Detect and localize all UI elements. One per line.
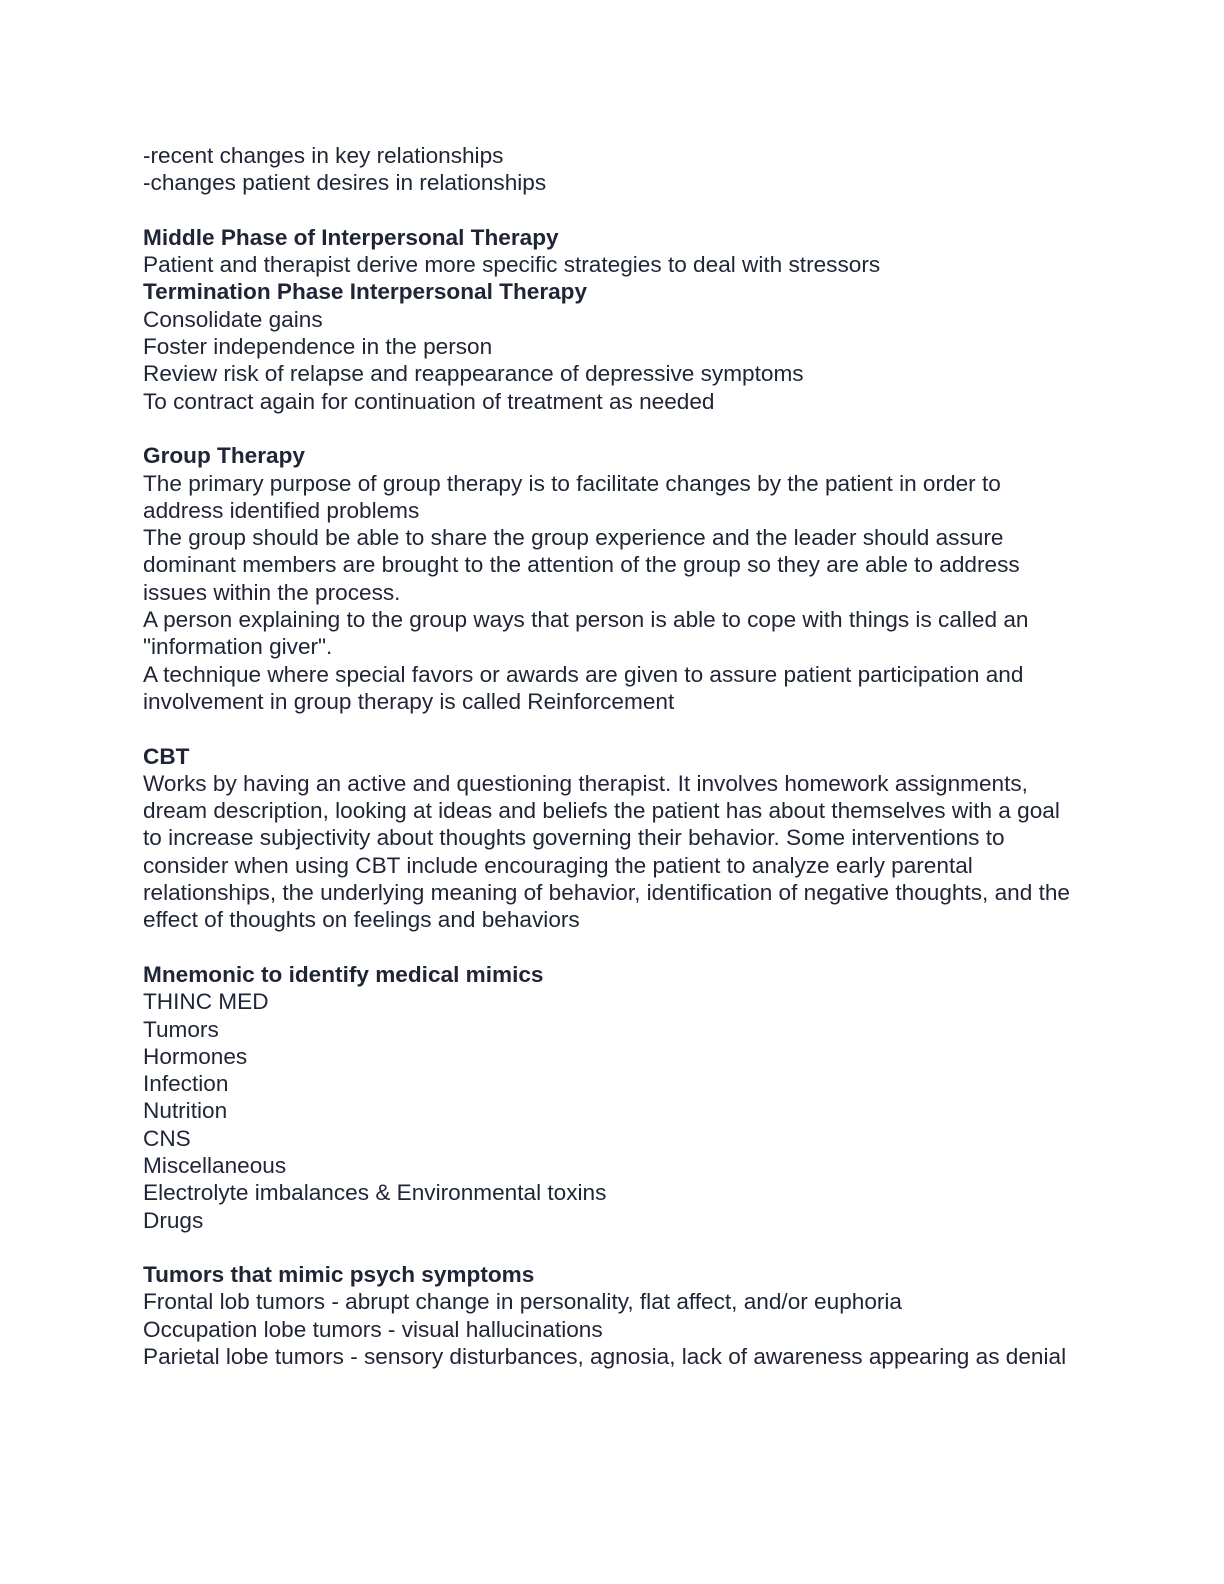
tumors-paragraph: Parietal lobe tumors - sensory disturbances, agnosia, lack of awareness appearing as denial [143, 1344, 1067, 1370]
mnemonic-line: Tumors [143, 1016, 219, 1042]
termination-phase-line: Foster independence in the person [143, 334, 493, 360]
mnemonic-line: Drugs [143, 1207, 204, 1233]
mnemonic-line: Hormones [143, 1043, 248, 1069]
mnemonic-line: CNS [143, 1125, 191, 1151]
mnemonic-line: Nutrition [143, 1098, 228, 1124]
intro-line: -recent changes in key relationships [143, 143, 504, 168]
termination-phase-line: Review risk of relapse and reappearance of depressive symptoms [143, 361, 804, 387]
section-heading-group-therapy: Group Therapy [143, 443, 305, 469]
mnemonic-line: Electrolyte imbalances & Environmental toxins [143, 1180, 607, 1206]
cbt-paragraph: Works by having an active and questioning therapist. It involves homework assignments, dream description, looking at ideas and beliefs the patient has about themselves with a goal to increase subjectivity about thoughts governing their behavior. Some interventions to consider when using CBT include encouraging the patient to analyze early parental relationships, the underlying meaning of behavior, identification of negative thoughts, and the effect of thoughts on feelings and behaviors [143, 770, 1070, 933]
mnemonic-line: THINC MED [143, 989, 269, 1015]
group-therapy-paragraph: A technique where special favors or awards are given to assure patient participation and involvement in group therapy is called Reinforcement [143, 661, 1024, 714]
mnemonic-line: Infection [143, 1071, 229, 1097]
middle-phase-line: Patient and therapist derive more specific strategies to deal with stressors [143, 252, 881, 278]
group-therapy-paragraph: The group should be able to share the group experience and the leader should assure dominant members are brought to the attention of the group so they are able to address issues within the process. [143, 525, 1020, 605]
section-heading-termination-phase: Termination Phase Interpersonal Therapy [143, 279, 588, 305]
section-heading-mnemonic: Mnemonic to identify medical mimics [143, 961, 544, 987]
tumors-paragraph: Occupation lobe tumors - visual hallucinations [143, 1316, 603, 1342]
spacer [143, 197, 1083, 224]
termination-phase-line: Consolidate gains [143, 306, 323, 332]
section-heading-tumors: Tumors that mimic psych symptoms [143, 1262, 535, 1288]
section-heading-cbt: CBT [143, 743, 190, 769]
tumors-paragraph: Frontal lob tumors - abrupt change in personality, flat affect, and/or euphoria [143, 1289, 902, 1315]
group-therapy-paragraph: The primary purpose of group therapy is to facilitate changes by the patient in order to address identified problems [143, 470, 1001, 523]
spacer [143, 1234, 1083, 1261]
intro-line: -changes patient desires in relationships [143, 170, 547, 196]
termination-phase-line: To contract again for continuation of treatment as needed [143, 388, 715, 414]
section-heading-middle-phase: Middle Phase of Interpersonal Therapy [143, 224, 559, 250]
group-therapy-paragraph: A person explaining to the group ways that person is able to cope with things is called an "information giver". [143, 607, 1029, 660]
spacer [143, 934, 1083, 961]
spacer [143, 715, 1083, 742]
document-page [143, 142, 1083, 1370]
mnemonic-line: Miscellaneous [143, 1152, 287, 1178]
spacer [143, 415, 1083, 442]
